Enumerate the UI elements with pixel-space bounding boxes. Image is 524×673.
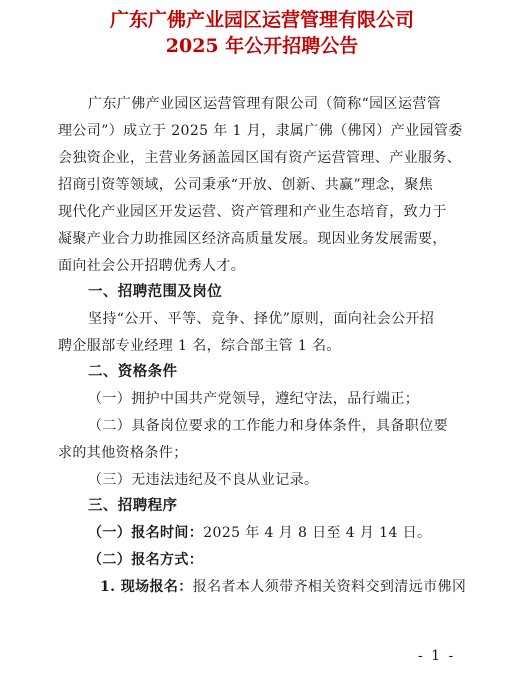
section-heading: 一、招聘范围及岗位	[88, 284, 223, 300]
section-heading: 三、招聘程序	[88, 498, 178, 514]
registration-method-label: （二）报名方式：	[88, 552, 204, 568]
intro-line: 理公司”）成立于 2025 年 1 月，隶属广佛（佛冈）产业园管委	[58, 123, 463, 139]
intro-line: 现代化产业园区开发运营、资产管理和产业生态培育，致力于	[58, 204, 447, 220]
document-title: 广东广佛产业园区运营管理有限公司	[109, 9, 414, 31]
intro-line: 会独资企业，主营业务涵盖园区国有资产运营管理、产业服务、	[58, 150, 462, 166]
intro-line: 招商引资等领域，公司秉承“开放、创新、共赢”理念，聚焦	[58, 177, 434, 193]
onsite-registration-text: 报名者本人须带齐相关资料交到清远市佛冈	[192, 579, 467, 595]
qualification-item: （一）拥护中国共产党领导，遵纪守法，品行端正；	[88, 391, 420, 407]
registration-time	[88, 523, 431, 543]
qualification-item: （二）具备岗位要求的工作能力和身体条件，具备职位要	[88, 418, 448, 434]
qualification-item: 求的其他资格条件；	[58, 445, 188, 461]
section-heading: 二、资格条件	[88, 364, 178, 380]
registration-time-value: 2025 年 4 月 8 日至 4 月 14 日。	[203, 525, 432, 541]
intro-line: 广东广佛产业园区运营管理有限公司（简称“园区运营管	[88, 96, 442, 112]
page-number: - 1 -	[418, 648, 456, 664]
onsite-registration-label: 1. 现场报名：	[100, 579, 193, 595]
intro-line: 面向社会公开招聘优秀人才。	[58, 258, 246, 274]
section-text: 聘企服部专业经理 1 名，综合部主管 1 名。	[58, 338, 341, 354]
section-text: 坚持“公开、平等、竞争、择优”原则，面向社会公开招	[88, 311, 435, 327]
intro-line: 凝聚产业合力助推园区经济高质量发展。现因业务发展需要，	[58, 231, 447, 247]
qualification-item: （三）无违法违纪及不良从业记录。	[88, 472, 319, 488]
document-subtitle: 2025 年公开招聘公告	[165, 35, 359, 57]
registration-time-label: （一）报名时间：	[88, 525, 204, 541]
onsite-registration	[100, 577, 466, 597]
